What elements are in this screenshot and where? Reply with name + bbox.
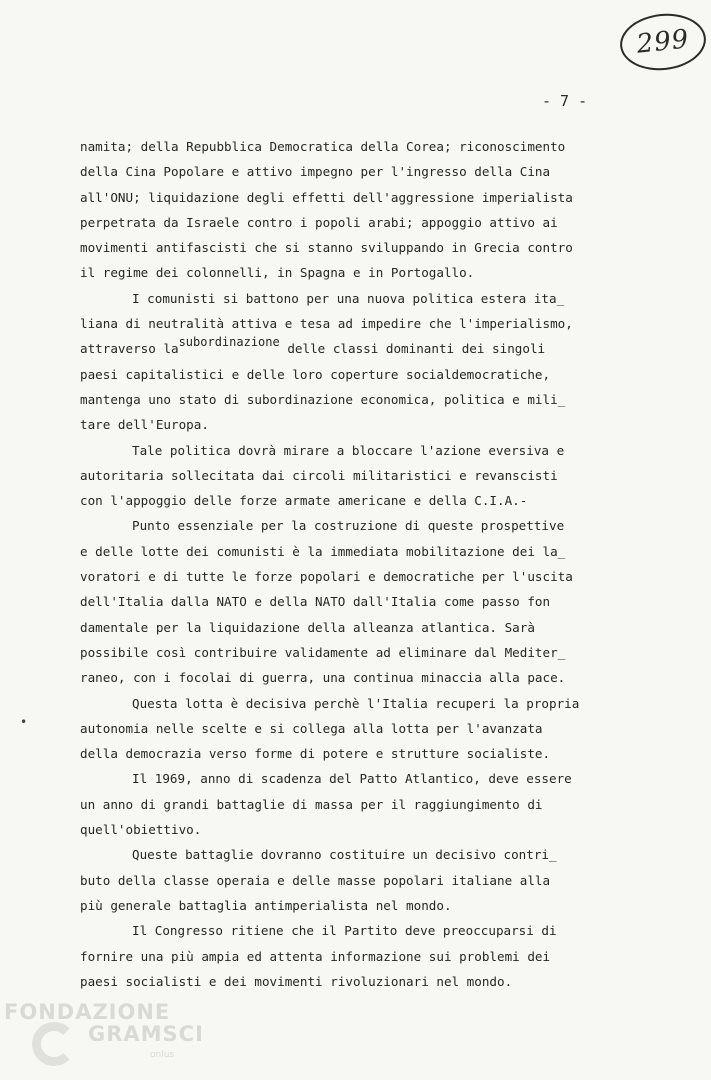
text-line: Il Congresso ritiene che il Partito deve preoccuparsi di (132, 923, 557, 939)
typed-text-body (80, 134, 640, 994)
text-line: Punto essenziale per la costruzione di queste prospettive (132, 518, 565, 534)
text-line: tare dell'Europa. (80, 417, 209, 433)
archive-page-stamp (617, 10, 708, 75)
superscript-correction: subordinazione (178, 335, 280, 350)
text-line: possibile così contribuire validamente ad eliminare dal Mediter_ (80, 644, 566, 660)
page-number: - 7 - (542, 92, 588, 110)
text-line: il regime dei colonnelli, in Spagna e in Portogallo. (80, 265, 475, 281)
text-line: namita; della Repubblica Democratica della Corea; riconoscimento (80, 139, 566, 154)
text-line: raneo, con i focolai di guerra, una continua minaccia alla pace. (80, 670, 566, 686)
text-fragment: attraverso la (80, 341, 179, 357)
text-line: mantenga uno stato di subordinazione economica, politica e mili_ (80, 391, 566, 407)
text-line: damentale per la liquidazione della alleanza atlantica. Sarà (80, 619, 535, 635)
text-line: liana di neutralità attiva e tesa ad impedire che l'imperialismo, (80, 316, 573, 332)
text-line: Il 1969, anno di scadenza del Patto Atlantico, deve essere (132, 771, 572, 787)
watermark-line1: FONDAZIONE (4, 1000, 171, 1024)
stamp-number: 299 (635, 24, 691, 60)
text-line: dell'Italia dalla NATO e della NATO dall'Italia come passo fon (80, 594, 551, 610)
text-line: I comunisti si battono per una nuova politica estera ita_ (132, 290, 565, 306)
text-line: Tale politica dovrà mirare a bloccare l'azione eversiva e (132, 442, 565, 458)
text-line: un anno di grandi battaglie di massa per il raggiungimento di (80, 796, 543, 812)
text-line: quell'obiettivo. (80, 822, 202, 838)
text-line: della Cina Popolare e attivo impegno per l'ingresso della Cina (80, 164, 551, 180)
watermark-logo-icon (32, 1022, 76, 1066)
text-line: Questa lotta è decisiva perchè l'Italia recuperi la propria (132, 695, 580, 711)
text-line: voratori e di tutte le forze popolari e democratiche per l'uscita (80, 569, 573, 585)
text-line: con l'appoggio delle forze armate americane e della C.I.A.- (80, 493, 528, 509)
fondazione-gramsci-watermark (4, 1000, 204, 1076)
text-line: fornire una più ampia ed attenta informazione sui problemi dei (80, 948, 551, 964)
text-line: buto della classe operaia e delle masse popolari italiane alla (80, 872, 551, 888)
text-line: all'ONU; liquidazione degli effetti dell'aggressione imperialista (80, 189, 573, 205)
text-line: movimenti antifascisti che si stanno sviluppando in Grecia contro (80, 240, 573, 256)
watermark-line2: GRAMSCI (88, 1022, 204, 1046)
margin-mark: • (20, 715, 28, 729)
text-line: più generale battaglia antimperialista nel mondo. (80, 897, 452, 913)
text-line: Queste battaglie dovranno costituire un decisivo contri_ (132, 847, 557, 863)
watermark-onlus: onlus (150, 1050, 175, 1060)
text-line: della democrazia verso forme di potere e strutture socialiste. (80, 746, 551, 762)
text-line-with-correction (80, 336, 640, 361)
text-line: paesi socialisti e dei movimenti rivoluzionari nel mondo. (80, 973, 513, 989)
text-line: autonomia nelle scelte e si collega alla lotta per l'avanzata (80, 720, 543, 736)
text-line: autoritaria sollecitata dai circoli militaristici e revanscisti (80, 467, 558, 483)
text-line: e delle lotte dei comunisti è la immediata mobilitazione dei la_ (80, 543, 566, 559)
text-line: paesi capitalistici e delle loro coperture socialdemocratiche, (80, 366, 551, 382)
text-line: perpetrata da Israele contro i popoli arabi; appoggio attivo ai (80, 214, 558, 230)
text-fragment: delle classi dominanti dei singoli (287, 341, 546, 357)
